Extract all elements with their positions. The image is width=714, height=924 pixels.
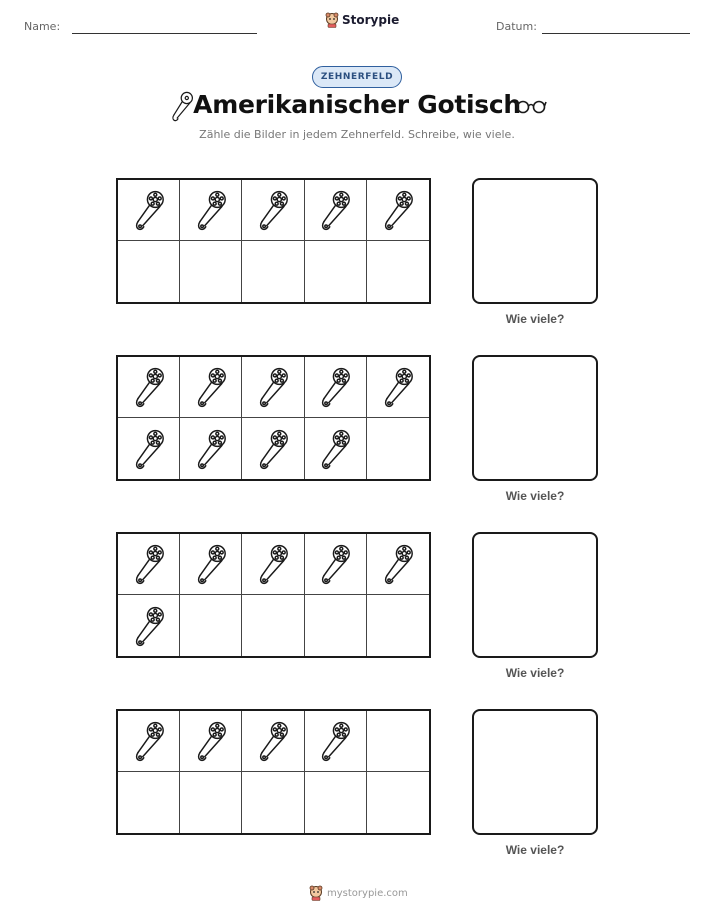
ten-frame-cell	[305, 357, 367, 418]
ten-frame-cell	[367, 534, 429, 595]
glasses-icon	[515, 96, 547, 116]
ten-frame-cell	[305, 772, 367, 833]
safety-pin-icon	[317, 189, 353, 231]
ten-frame-cell	[118, 534, 180, 595]
footer-url: mystorypie.com	[327, 887, 408, 899]
safety-pin-icon	[317, 366, 353, 408]
ten-frame-1	[116, 178, 431, 304]
ten-frame-cell	[180, 595, 242, 656]
safety-pin-icon	[255, 189, 291, 231]
ten-frame-cell	[242, 418, 304, 479]
ten-frame-cell	[180, 180, 242, 241]
answer-box-4[interactable]	[472, 709, 598, 835]
storypie-mascot-icon	[325, 12, 339, 28]
safety-pin-icon	[193, 189, 229, 231]
answer-label-3: Wie viele?	[505, 666, 565, 680]
ten-frame-cell	[367, 595, 429, 656]
name-line[interactable]	[72, 33, 257, 34]
ten-frame-cell	[367, 772, 429, 833]
answer-label-1: Wie viele?	[505, 312, 565, 326]
safety-pin-icon	[193, 428, 229, 470]
safety-pin-icon	[380, 366, 416, 408]
ten-frame-cell	[305, 241, 367, 302]
ten-frame-cell	[180, 418, 242, 479]
ten-frame-cell	[118, 772, 180, 833]
ten-frame-4	[116, 709, 431, 835]
ten-frame-cell	[242, 357, 304, 418]
safety-pin-icon	[131, 543, 167, 585]
ten-frame-cell	[180, 357, 242, 418]
answer-label-2: Wie viele?	[505, 489, 565, 503]
safety-pin-icon	[380, 189, 416, 231]
safety-pin-icon	[255, 543, 291, 585]
safety-pin-icon	[380, 543, 416, 585]
worksheet-title: Amerikanischer Gotisch	[193, 90, 521, 119]
ten-frame-cell	[118, 595, 180, 656]
answer-box-1[interactable]	[472, 178, 598, 304]
ten-frame-cell	[305, 711, 367, 772]
safety-pin-icon	[317, 720, 353, 762]
ten-frame-cell	[305, 418, 367, 479]
ten-frame-cell	[118, 418, 180, 479]
safety-pin-icon	[193, 366, 229, 408]
ten-frame-cell	[305, 534, 367, 595]
name-label: Name:	[24, 20, 61, 33]
answer-label-4: Wie viele?	[505, 843, 565, 857]
ten-frame-2	[116, 355, 431, 481]
ten-frame-cell	[118, 711, 180, 772]
ten-frame-cell	[242, 595, 304, 656]
ten-frame-cell	[367, 357, 429, 418]
ten-frame-cell	[367, 418, 429, 479]
safety-pin-icon	[131, 605, 167, 647]
ten-frame-cell	[118, 180, 180, 241]
safety-pin-icon	[193, 720, 229, 762]
safety-pin-icon	[131, 428, 167, 470]
ten-frame-cell	[118, 241, 180, 302]
storypie-mascot-icon	[309, 885, 323, 901]
ten-frame-cell	[367, 241, 429, 302]
ten-frame-cell	[242, 772, 304, 833]
safety-pin-icon	[317, 543, 353, 585]
answer-box-2[interactable]	[472, 355, 598, 481]
ten-frame-cell	[305, 180, 367, 241]
ten-frame-cell	[180, 241, 242, 302]
ten-frame-cell	[118, 357, 180, 418]
ten-frame-cell	[242, 711, 304, 772]
ten-frame-cell	[367, 180, 429, 241]
safety-pin-icon	[131, 366, 167, 408]
date-label: Datum:	[496, 20, 537, 33]
safety-pin-icon	[255, 720, 291, 762]
ten-frame-3	[116, 532, 431, 658]
safety-pin-icon	[131, 189, 167, 231]
answer-box-3[interactable]	[472, 532, 598, 658]
ten-frame-cell	[367, 711, 429, 772]
brand-logo	[325, 12, 399, 28]
safety-pin-icon	[255, 366, 291, 408]
ten-frame-cell	[305, 595, 367, 656]
ten-frame-cell	[242, 180, 304, 241]
footer	[309, 885, 408, 901]
safety-pin-icon	[131, 720, 167, 762]
ten-frame-cell	[242, 534, 304, 595]
date-line[interactable]	[542, 33, 690, 34]
ten-frame-cell	[242, 241, 304, 302]
ten-frame-cell	[180, 772, 242, 833]
safety-pin-icon	[317, 428, 353, 470]
safety-pin-icon	[255, 428, 291, 470]
safety-pin-icon	[193, 543, 229, 585]
brand-name: Storypie	[342, 13, 400, 27]
ten-frame-cell	[180, 711, 242, 772]
ten-frame-cell	[180, 534, 242, 595]
worksheet-type-badge: ZEHNERFELD	[312, 66, 402, 88]
instructions: Zähle die Bilder in jedem Zehnerfeld. Schreibe, wie viele.	[199, 128, 515, 141]
